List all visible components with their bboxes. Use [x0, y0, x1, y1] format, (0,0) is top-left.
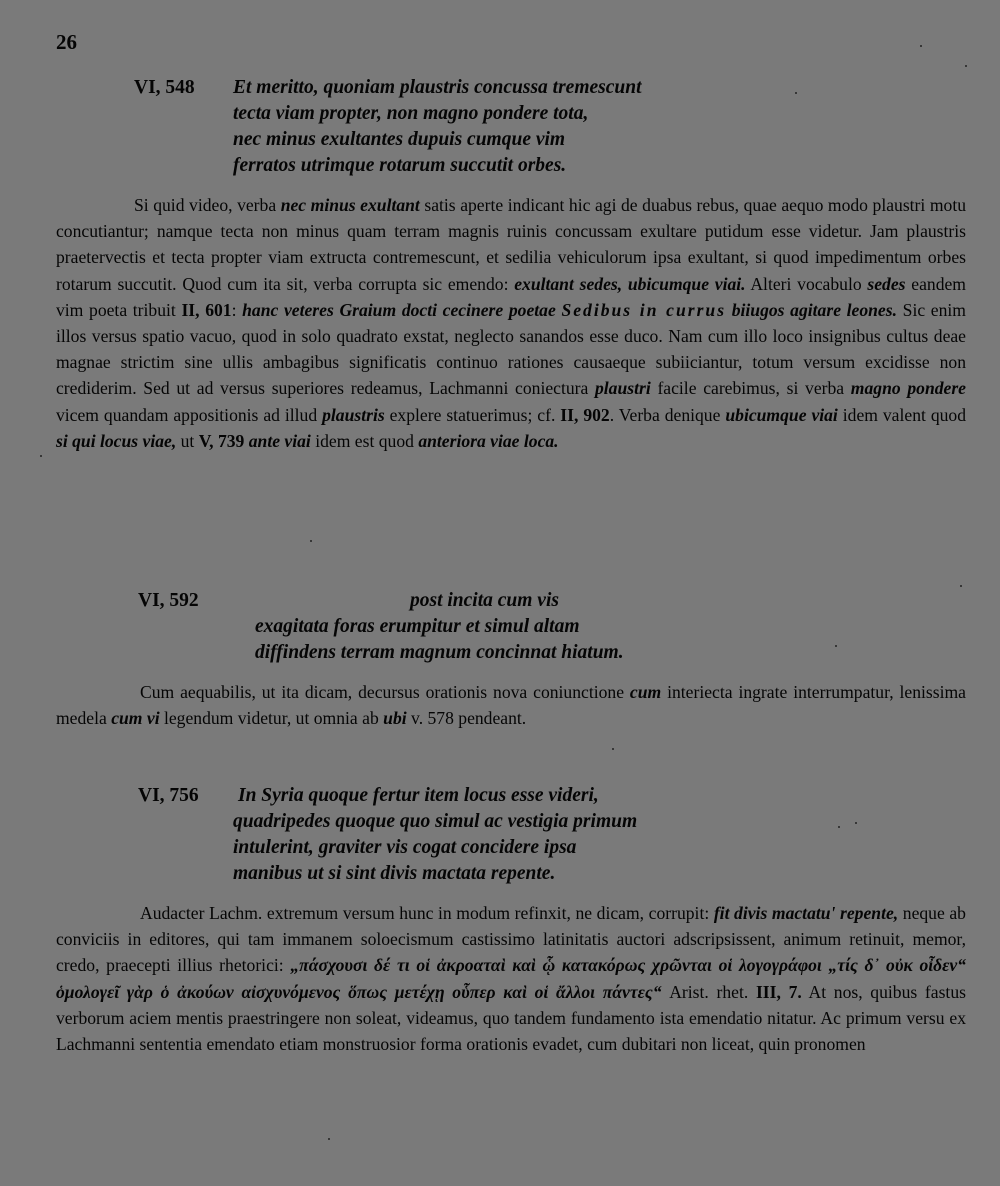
- text-run: Alteri vocabulo: [745, 273, 868, 294]
- greek-quotation: „πάσχουσι δέ τι οἱ ἀκροαταὶ καὶ ᾧ κατακόρως χρῶνται οἱ λογογράφοι „τίς δ᾽ οὐκ οἶδεν“ ὁμολογεῖ γὰρ ὁ ἀκούων αἰσχυνόμενος ὅπως μετέχῃ οὗπερ καὶ οἱ ἄλλοι πάντες“: [56, 955, 966, 1002]
- verse-line: quadripedes quoque quo simul ac vestigia primum: [233, 811, 638, 832]
- emphasis-run: sedes: [867, 273, 906, 294]
- verse-line: Et meritto, quoniam plaustris concussa tremescunt: [233, 77, 642, 98]
- emphasis-run: si qui locus viae,: [56, 430, 177, 451]
- text-run: . Verba denique: [609, 404, 726, 425]
- emphasis-run: fit divis mactatu' repente,: [713, 903, 899, 923]
- text-run: legendum videtur, ut omnia ab: [159, 708, 384, 729]
- text-run: eandem vim poeta tribuit: [56, 273, 966, 320]
- text-run: idem valent quod: [837, 404, 967, 425]
- emphasis-run: biiugos agitare leones.: [726, 299, 897, 320]
- text-run: ut: [176, 430, 199, 451]
- verse-line: diffindens terram magnum concinnat hiatum.: [255, 642, 624, 663]
- verse-line: post incita cum vis: [410, 590, 559, 611]
- text-run: v. 578 pendeant.: [406, 708, 527, 729]
- verse-reference: VI, 756: [138, 785, 199, 806]
- verse-line: ferratos utrimque rotarum succutit orbes.: [233, 155, 567, 176]
- emphasis-run: cum: [629, 682, 662, 702]
- verse-line: In Syria quoque fertur item locus esse videri,: [238, 785, 599, 806]
- emphasis-run: ubicumque viai: [725, 404, 838, 425]
- verse-reference: VI, 548: [134, 77, 195, 98]
- text-run: explere statuerimus; cf.: [384, 404, 561, 425]
- text-run: Audacter Lachm. extremum versum hunc in modum refinxit, ne dicam, corrupit:: [140, 903, 714, 923]
- citation-run: II, 601: [181, 299, 232, 320]
- commentary-paragraph-2: [56, 679, 966, 731]
- text-run: :: [231, 299, 243, 320]
- commentary-paragraph-3: [56, 900, 966, 1057]
- page-number: 26: [56, 30, 77, 54]
- text-run: At nos, quibus fastus verborum aciem mentis praestringere non soleat, videamus, quo tandem fundamento ista emendatio nitatur. Ac primum versu ex Lachmanni sententia emendato etiam monstruosior forma orationis evadet, cum dubitari non liceat, quin pronomen: [56, 981, 966, 1055]
- emphasis-run: ubi: [383, 708, 407, 729]
- text-run: interiecta ingrate interrumpatur, lenissima medela: [56, 682, 966, 729]
- citation-run: II, 902: [560, 404, 610, 425]
- text-run: facile carebimus, si verba: [650, 378, 851, 399]
- verse-line: exagitata foras erumpitur et simul altam: [255, 616, 580, 637]
- emphasis-run: plaustri: [595, 378, 651, 399]
- text-run: idem est quod: [310, 430, 419, 451]
- spaced-emphasis-run: Sedibus in currus: [561, 299, 727, 320]
- emphasis-run: magno pondere: [850, 378, 966, 399]
- emphasis-run: nec minus exultant: [280, 195, 420, 215]
- emphasis-run: anteriora viae loca.: [418, 430, 559, 451]
- text-run: vicem quandam appositionis ad illud: [56, 404, 323, 425]
- text-run: Sic enim illos versus spatio vacuo, quod in solo quadrato exstat, neglecto sanandos esse duco. Nam cum illo loco insignibus cultus deae magnae strictim sine ullis ambagibus significatis continuo rationes causaeque subiiciantur, totum versum excidisse non crediderim. Sed ut ad versus superiores redeamus, Lachmanni coniectura: [56, 299, 966, 399]
- text-run: Cum aequabilis, ut ita dicam, decursus orationis nova coniunctione: [140, 682, 630, 702]
- citation-run: V, 739: [198, 430, 245, 451]
- emphasis-run: cum vi: [111, 708, 160, 729]
- commentary-paragraph-1: [56, 192, 966, 454]
- emphasis-run: hanc veteres Graium docti cecinere poetae: [242, 299, 562, 320]
- emphasis-run: plaustris: [322, 404, 385, 425]
- citation-run: III, 7.: [755, 981, 802, 1002]
- verse-reference: VI, 592: [138, 590, 199, 611]
- text-run: Si quid video, verba: [134, 195, 281, 215]
- text-run: Arist. rhet.: [661, 981, 756, 1002]
- verse-line: manibus ut si sint divis mactata repente.: [233, 863, 556, 884]
- verse-line: nec minus exultantes dupuis cumque vim: [233, 129, 566, 150]
- text-run: satis aperte indicant hic agi de duabus rebus, quae aequo modo plaustri motu concutiantur; namque tecta non minus quam terram magnis ruinis concussam exultare putidum esse videtur. Jam plaustris praetervectis et tecta propter viam extructa contremescunt, et sedilia vehiculorum ipsa exultant, si quod impedimentum orbes rotarum succutit. Quod cum ita sit, verba corrupta sic emendo:: [56, 195, 967, 294]
- verse-line: intulerint, graviter vis cogat concidere ipsa: [233, 837, 577, 858]
- verse-line: tecta viam propter, non magno pondere tota,: [233, 103, 589, 124]
- emphasis-run: ante viai: [248, 430, 311, 451]
- emphasis-run: exultant sedes, ubicumque viai.: [514, 273, 746, 294]
- text-run: neque ab conviciis in editores, qui tam immanem soloecismum castissimo latinitatis auctori adscripsissent, animum retinuit, memor, credo, praecepti illius rhetorici:: [56, 903, 966, 976]
